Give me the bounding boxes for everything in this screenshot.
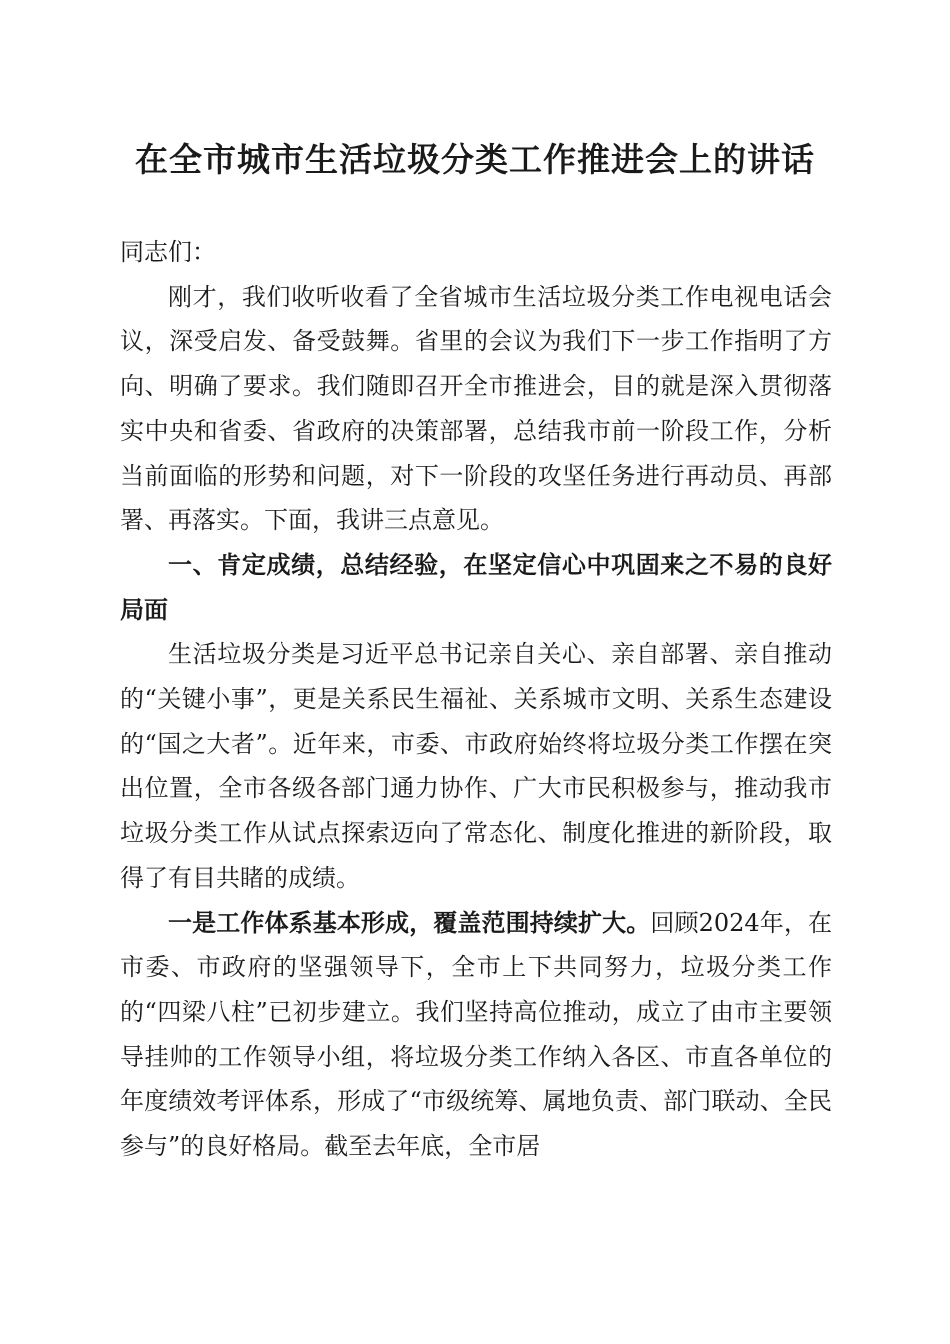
- section-1-point-1: [120, 901, 832, 1169]
- section-1-heading: 一、肯定成绩，总结经验，在坚定信心中巩固来之不易的良好局面: [120, 550, 832, 624]
- salutation: 同志们：: [120, 238, 216, 266]
- point-1-text: 回顾2024年，在市委、市政府的坚强领导下，全市上下共同努力，垃圾分类工作的“四梁八柱”已初步建立。我们坚持高位推动，成立了由市主要领导挂帅的工作领导小组，将垃圾分类工作纳入各区、市直各单位的年度绩效考评体系，形成了“市级统筹、属地负责、部门联动、全民参与”的良好格局。截至去年底，全市居: [120, 908, 833, 1161]
- intro-paragraph: 刚才，我们收听收看了全省城市生活垃圾分类工作电视电话会议，深受启发、备受鼓舞。省里的会议为我们下一步工作指明了方向、明确了要求。我们随即召开全市推进会，目的就是深入贯彻落实中央和省委、省政府的决策部署，总结我市前一阶段工作，分析当前面临的形势和问题，对下一阶段的攻坚任务进行再动员、再部署、再落实。下面，我讲三点意见。: [120, 282, 832, 535]
- section-1-paragraph: 生活垃圾分类是习近平总书记亲自关心、亲自部署、亲自推动的“关键小事”，更是关系民生福祉、关系城市文明、关系生态建设的“国之大者”。近年来，市委、市政府始终将垃圾分类工作摆在突出位置，全市各级各部门通力协作、广大市民积极参与，推动我市垃圾分类工作从试点探索迈向了常态化、制度化推进的新阶段，取得了有目共睹的成绩。: [120, 640, 832, 892]
- document-body: [120, 230, 832, 1169]
- document-title: 在全市城市生活垃圾分类工作推进会上的讲话: [135, 140, 815, 179]
- point-1-lead: 一是工作体系基本形成，覆盖范围持续扩大。: [168, 907, 651, 937]
